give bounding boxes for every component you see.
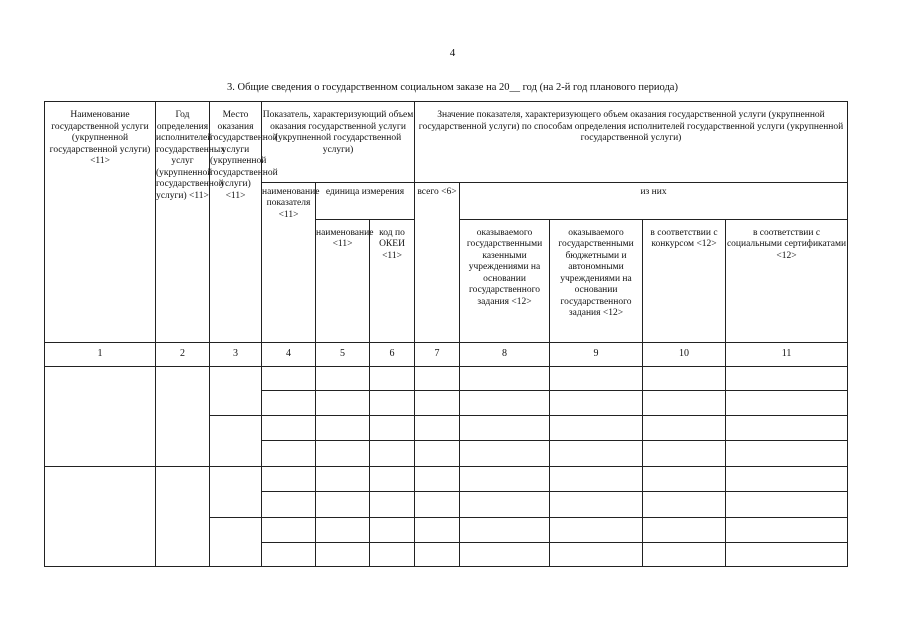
empty-cell[interactable] bbox=[726, 441, 848, 467]
empty-cell[interactable] bbox=[460, 542, 550, 566]
empty-cell[interactable] bbox=[316, 415, 370, 440]
page-number: 4 bbox=[449, 47, 456, 59]
state-order-table bbox=[44, 101, 848, 567]
header-certificates: в соответствии с социальными сертификатами <12> bbox=[726, 219, 848, 342]
empty-cell[interactable] bbox=[643, 366, 726, 390]
empty-cell[interactable] bbox=[726, 415, 848, 440]
empty-cell[interactable] bbox=[643, 441, 726, 467]
header-state-institutions: оказываемого государственными казенными учреждениями на основании государственного задания <12> bbox=[460, 219, 550, 342]
empty-cell[interactable] bbox=[550, 415, 643, 440]
column-number: 1 bbox=[45, 342, 156, 366]
empty-cell[interactable] bbox=[550, 390, 643, 415]
empty-cell[interactable] bbox=[316, 441, 370, 467]
empty-cell[interactable] bbox=[460, 467, 550, 492]
empty-cell[interactable] bbox=[316, 366, 370, 390]
column-number: 5 bbox=[316, 342, 370, 366]
empty-cell[interactable] bbox=[550, 542, 643, 566]
table-row bbox=[45, 467, 848, 492]
empty-cell[interactable] bbox=[210, 366, 262, 415]
empty-cell[interactable] bbox=[370, 542, 415, 566]
column-number: 10 bbox=[643, 342, 726, 366]
empty-cell[interactable] bbox=[415, 366, 460, 390]
empty-cell[interactable] bbox=[262, 390, 316, 415]
empty-cell[interactable] bbox=[550, 492, 643, 517]
column-number-row bbox=[45, 342, 848, 366]
table-row bbox=[45, 366, 848, 390]
header-unit-name: наименование <11> bbox=[316, 219, 370, 342]
empty-cell[interactable] bbox=[460, 390, 550, 415]
empty-cell[interactable] bbox=[460, 492, 550, 517]
empty-cell[interactable] bbox=[316, 542, 370, 566]
empty-cell[interactable] bbox=[460, 366, 550, 390]
empty-cell[interactable] bbox=[45, 366, 156, 467]
empty-cell[interactable] bbox=[415, 542, 460, 566]
empty-cell[interactable] bbox=[370, 467, 415, 492]
column-number: 2 bbox=[156, 342, 210, 366]
empty-cell[interactable] bbox=[550, 441, 643, 467]
header-service-name: Наименование государственной услуги (укрупненной государственной услуги) <11> bbox=[45, 102, 156, 343]
empty-cell[interactable] bbox=[262, 517, 316, 542]
empty-cell[interactable] bbox=[726, 517, 848, 542]
empty-cell[interactable] bbox=[643, 542, 726, 566]
empty-cell[interactable] bbox=[726, 366, 848, 390]
header-indicator-name: наименование показателя <11> bbox=[262, 182, 316, 342]
empty-cell[interactable] bbox=[370, 441, 415, 467]
column-number: 8 bbox=[460, 342, 550, 366]
column-number: 11 bbox=[726, 342, 848, 366]
empty-cell[interactable] bbox=[550, 366, 643, 390]
column-number: 3 bbox=[210, 342, 262, 366]
empty-cell[interactable] bbox=[45, 467, 156, 567]
empty-cell[interactable] bbox=[370, 492, 415, 517]
empty-cell[interactable] bbox=[262, 467, 316, 492]
column-number: 7 bbox=[415, 342, 460, 366]
empty-cell[interactable] bbox=[415, 517, 460, 542]
header-indicator-group: Показатель, характеризующий объем оказания государственной услуги (укрупненной государственной услуги) bbox=[262, 102, 415, 183]
empty-cell[interactable] bbox=[156, 467, 210, 567]
column-number: 6 bbox=[370, 342, 415, 366]
header-budget-institutions: оказываемого государственными бюджетными и автономными учреждениями на основании государственного задания <12> bbox=[550, 219, 643, 342]
empty-cell[interactable] bbox=[370, 517, 415, 542]
empty-cell[interactable] bbox=[262, 492, 316, 517]
empty-cell[interactable] bbox=[316, 517, 370, 542]
empty-cell[interactable] bbox=[415, 415, 460, 440]
empty-cell[interactable] bbox=[643, 415, 726, 440]
empty-cell[interactable] bbox=[460, 415, 550, 440]
empty-cell[interactable] bbox=[316, 467, 370, 492]
header-value-group: Значение показателя, характеризующего объем оказания государственной услуги (укрупненной государственной услуги) по способам определения исполнителей государственной услуги (укрупненной государственной услуги) bbox=[415, 102, 848, 183]
empty-cell[interactable] bbox=[262, 415, 316, 440]
section-title: 3. Общие сведения о государственном социальном заказе на 20__ год (на 2-й год планового периода) bbox=[227, 82, 678, 93]
empty-cell[interactable] bbox=[210, 415, 262, 466]
empty-cell[interactable] bbox=[415, 492, 460, 517]
header-unit-group: единица измерения bbox=[316, 182, 415, 219]
header-total: всего <6> bbox=[415, 182, 460, 342]
empty-cell[interactable] bbox=[460, 517, 550, 542]
empty-cell[interactable] bbox=[643, 492, 726, 517]
empty-cell[interactable] bbox=[156, 366, 210, 467]
empty-cell[interactable] bbox=[643, 467, 726, 492]
empty-cell[interactable] bbox=[460, 441, 550, 467]
empty-cell[interactable] bbox=[370, 390, 415, 415]
empty-cell[interactable] bbox=[415, 467, 460, 492]
empty-cell[interactable] bbox=[316, 390, 370, 415]
empty-cell[interactable] bbox=[415, 441, 460, 467]
column-number: 9 bbox=[550, 342, 643, 366]
empty-cell[interactable] bbox=[210, 467, 262, 517]
empty-cell[interactable] bbox=[726, 492, 848, 517]
empty-cell[interactable] bbox=[262, 542, 316, 566]
empty-cell[interactable] bbox=[262, 441, 316, 467]
empty-cell[interactable] bbox=[726, 390, 848, 415]
column-number: 4 bbox=[262, 342, 316, 366]
header-year: Год определения исполнителей государственных услуг (укрупненной государственной услуги) <11> bbox=[156, 102, 210, 343]
empty-cell[interactable] bbox=[550, 517, 643, 542]
empty-cell[interactable] bbox=[210, 517, 262, 566]
header-contest: в соответствии с конкурсом <12> bbox=[643, 219, 726, 342]
header-place: Место оказания государственной услуги (укрупненной государственной услуги) <11> bbox=[210, 102, 262, 343]
empty-cell[interactable] bbox=[370, 366, 415, 390]
header-okei-code: код по ОКЕИ <11> bbox=[370, 219, 415, 342]
empty-cell[interactable] bbox=[550, 467, 643, 492]
empty-cell[interactable] bbox=[415, 390, 460, 415]
empty-cell[interactable] bbox=[316, 492, 370, 517]
header-of-which: из них bbox=[460, 182, 848, 219]
empty-cell[interactable] bbox=[643, 517, 726, 542]
empty-cell[interactable] bbox=[726, 467, 848, 492]
empty-cell[interactable] bbox=[643, 390, 726, 415]
empty-cell[interactable] bbox=[262, 366, 316, 390]
empty-cell[interactable] bbox=[370, 415, 415, 440]
empty-cell[interactable] bbox=[726, 542, 848, 566]
